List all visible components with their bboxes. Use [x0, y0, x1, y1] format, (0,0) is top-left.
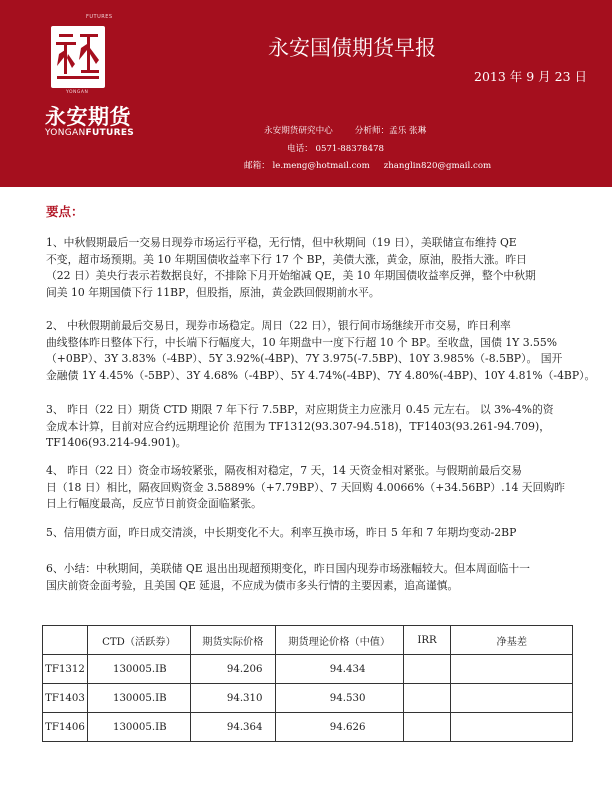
- table-cell-contract: TF1312: [43, 655, 88, 684]
- analyst-names: 分析师：孟乐 张琳: [354, 126, 427, 136]
- logo-chinese-name: 永安期货: [45, 105, 131, 129]
- paragraph-line: 2、 中秋假期前最后交易日，现券市场稳定。周日（22 日），银行间市场继续开市交易，昨日利率: [46, 319, 511, 332]
- paragraph-line: 5、信用债方面，昨日成交清淡，中长期变化不大。利率互换市场，昨日 5 年和 7 年期均变动-2BP: [46, 526, 517, 539]
- paragraph-line: 金融债 1Y 4.45%（-5BP）、3Y 4.68%（-4BP）、5Y 4.74%(-4BP)、7Y 4.80%(-4BP)、10Y 4.81%（-4BP）。: [46, 368, 596, 382]
- paragraph-2: [46, 318, 596, 384]
- table-cell-theory-price: 94.434: [275, 655, 403, 684]
- paragraph-line: 不变，超市场预期。美 10 年期国债收益率下行 17 个 BP，美债大涨，黄金，原油，股指大涨。昨日: [46, 252, 527, 266]
- paragraph-line: 国庆前资金面考验，且美国 QE 延退，不应成为债市多头行情的主要因素，追高谨慎。: [46, 578, 459, 592]
- table-row: [43, 684, 573, 713]
- paragraph-line: 间美 10 年期国债下行 11BP，但股指，原油，黄金跌回假期前水平。: [46, 285, 380, 299]
- table-cell-irr: [403, 655, 451, 684]
- table-header-row: [43, 626, 573, 655]
- paragraph-line: 6、小结：中秋期间，美联储 QE 退出出现超预期变化，昨日国内现券市场涨幅较大。但本周面临十一: [46, 562, 530, 575]
- table-cell-actual-price: 94.310: [190, 684, 275, 713]
- table-header-cell: IRR: [403, 626, 451, 655]
- paragraph-line: （22 日）美央行表示若数据良好，不排除下月开始缩减 QE，美 10 年期国债收益率反弹，整个中秋期: [46, 269, 536, 283]
- paragraph-4: [46, 463, 572, 513]
- logo-english-b: FUTURES: [85, 128, 135, 138]
- report-date: 2013 年 9 月 23 日: [474, 69, 588, 84]
- paragraph-5: [46, 525, 572, 542]
- table-header-cell: 期货实际价格: [190, 626, 275, 655]
- table-cell-irr: [403, 684, 451, 713]
- paragraph-line: 日（18 日）相比，隔夜回购资金 3.5889%（+7.79BP）、7 天回购 4.0066%（+34.56BP）.14 天回购昨: [46, 480, 565, 494]
- table-row: [43, 655, 573, 684]
- table-header-cell: [43, 626, 88, 655]
- paragraph-line: 1、中秋假期最后一交易日现券市场运行平稳，无行情，但中秋期间（19 日），美联储宣布维持 QE: [46, 236, 517, 249]
- logo-futures-text: FUTURES: [86, 14, 113, 20]
- futures-price-table: [42, 625, 573, 742]
- table-cell-ctd: 130005.IB: [87, 655, 190, 684]
- table-cell-ctd: 130005.IB: [87, 684, 190, 713]
- paragraph-line: 日上行幅度最高，反应节日前资金面临紧张。: [46, 497, 262, 511]
- contact-org-line: [264, 124, 426, 136]
- paragraph-line: 4、 昨日（22 日）资金市场较紧张，隔夜相对稳定，7 天，14 天资金相对紧张。与假期前最后交易: [46, 464, 523, 477]
- paragraph-1: [46, 235, 572, 301]
- logo-english-a: YONGAN: [45, 128, 86, 138]
- logo-yongan-small-text: YONGAN: [66, 90, 89, 95]
- table-cell-net-basis: [451, 655, 573, 684]
- table-row: [43, 713, 573, 742]
- logo-english-name: [45, 128, 134, 138]
- paragraph-6: [46, 561, 572, 594]
- paragraph-line: 3、 昨日（22 日）期货 CTD 期限 7 年下行 7.5BP，对应期货主力应涨月 0.45 元左右。 以 3%-4%的资: [46, 403, 554, 416]
- table-cell-net-basis: [451, 713, 573, 742]
- paragraph-line: （+0BP）、3Y 3.83%（-4BP）、5Y 3.92%(-4BP)、7Y 3.975(-7.5BP)、10Y 3.985%（-8.5BP）。 国开: [46, 352, 563, 366]
- table-cell-irr: [403, 713, 451, 742]
- table-cell-actual-price: 94.206: [190, 655, 275, 684]
- contact-phone: 电话： 0571-88378478: [287, 144, 385, 154]
- paragraph-3: [46, 402, 572, 452]
- report-title: 永安国债期货早报: [268, 36, 436, 60]
- contact-email-line: [244, 159, 491, 171]
- report-header: [0, 0, 612, 187]
- section-title-key-points: 要点：: [46, 204, 84, 219]
- table-header-cell: CTD（活跃券）: [87, 626, 190, 655]
- email-link-2[interactable]: zhanglin820@gmail.com: [383, 161, 492, 171]
- paragraph-line: 金成本计算，目前对应合约远期理论价 范围为 TF1312(93.307-94.518)，TF1403(93.261-94.709)，: [46, 419, 550, 433]
- yongan-futures-logo-icon: [51, 26, 105, 88]
- table-cell-ctd: 130005.IB: [87, 713, 190, 742]
- paragraph-line: 曲线整体昨日整体下行，中长端下行幅度大，10 年期盘中一度下行超 10 个 BP。至收盘，国债 1Y 3.55%: [46, 335, 558, 349]
- table-cell-net-basis: [451, 684, 573, 713]
- table-cell-actual-price: 94.364: [190, 713, 275, 742]
- email-link[interactable]: 邮箱： le.meng@hotmail.com: [244, 161, 370, 171]
- table-header-cell: 期货理论价格（中值）: [275, 626, 403, 655]
- table-cell-theory-price: 94.530: [275, 684, 403, 713]
- table-cell-theory-price: 94.626: [275, 713, 403, 742]
- table-cell-contract: TF1403: [43, 684, 88, 713]
- table-cell-contract: TF1406: [43, 713, 88, 742]
- research-org: 永安期货研究中心: [264, 126, 333, 136]
- table-header-cell: 净基差: [451, 626, 573, 655]
- paragraph-line: TF1406(93.214-94.901)。: [46, 436, 187, 450]
